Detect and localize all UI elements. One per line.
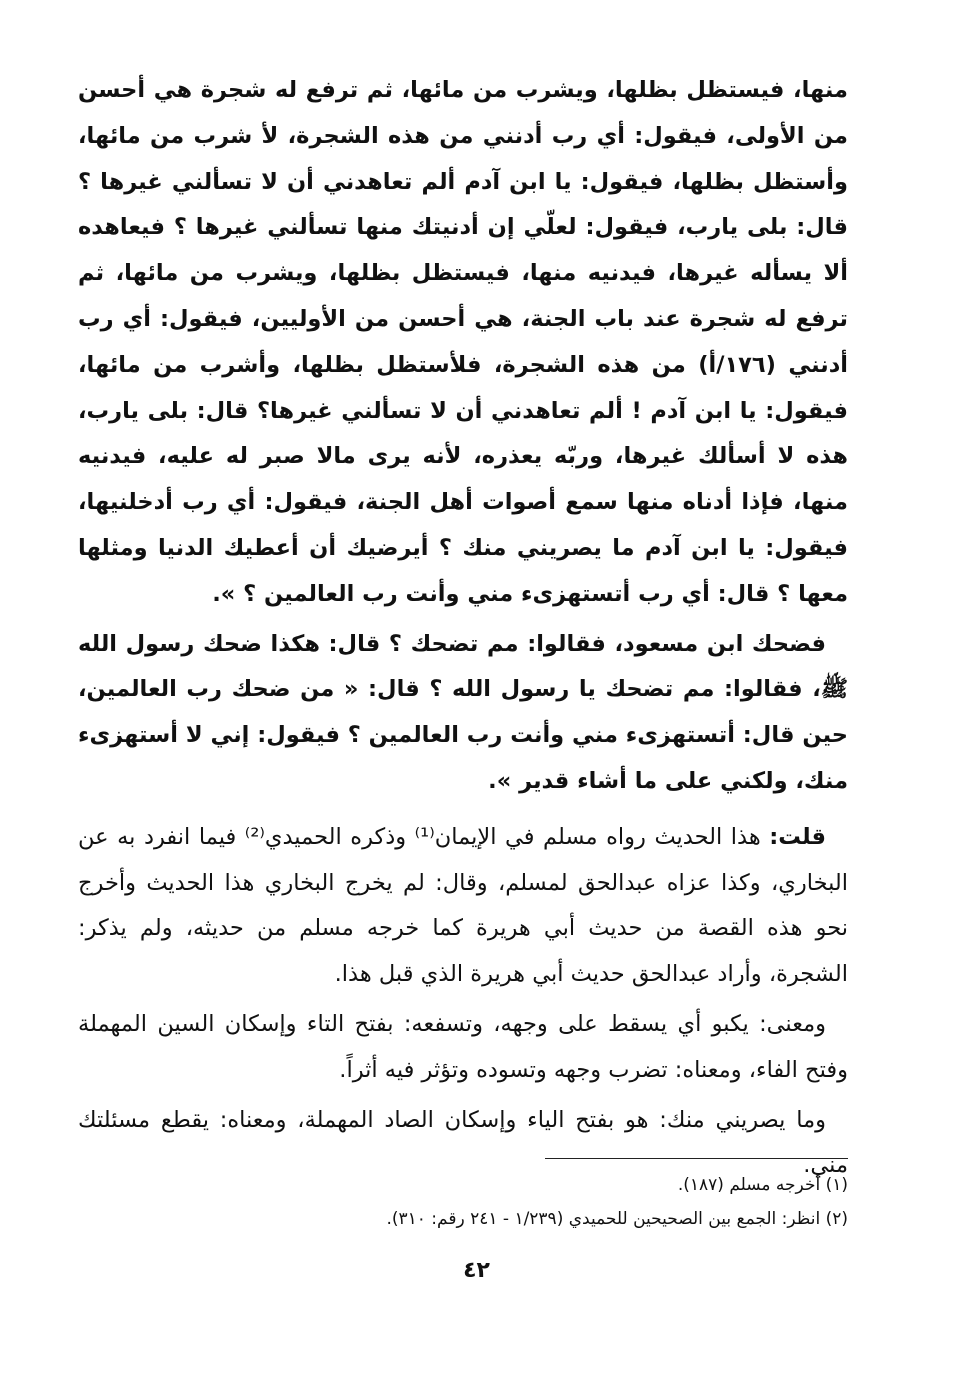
footnote-divider [545, 1158, 848, 1159]
footnote-2: (٢) انظر: الجمع بين الصحيحين للحميدي (١/٢٣٩ - ٢٤١ رقم: ٣١٠). [386, 1209, 848, 1229]
main-text-body [78, 68, 848, 1189]
hadith-paragraph: منها، فيستظل بظلها، ويشرب من مائها، ثم ترفع له شجرة هي أحسن من الأولى، فيقول: أي رب أدنني من هذه الشجرة، لأ شرب من مائها، وأستظل بظلها، فيقول: يا ابن آدم ألم تعاهدني أن لا تسألني غيرها ؟ قال: بلى يارب، فيقول: لعلّي إن أدنيتك منها تسألني غيرها ؟ فيعاهده ألا يسأله غيرها، فيدنيه منها، فيستظل بظلها، ويشرب من مائها، ثم ترفع له شجرة عند باب الجنة، هي أحسن من الأوليين، فيقول: أي رب أدنني (١٧٦/أ) من هذه الشجرة، فلأستظل بظلها، وأشرب من مائها، فيقول: يا ابن آدم ! ألم تعاهدني أن لا تسألني غيرها؟ قال: بلى يارب، هذه لا أسألك غيرها، وربّه يعذره، لأنه يرى مالا صبر له عليه، فيدنيه منها، فإذا أدناه منها سمع أصوات أهل الجنة، فيقول: أي رب أدخلنيها، فيقول: يا ابن آدم ما يصريني منك ؟ أيرضيك أن أعطيك الدنيا ومثلها معها ؟ قال: أي رب أتستهزىء مني وأنت رب العالمين ؟ ». [78, 77, 848, 607]
footnote-1: (١) أخرجه مسلم (١٨٧). [677, 1175, 848, 1195]
footnotes-section [78, 1168, 848, 1236]
commentary-lead-word: قلت: [769, 823, 826, 850]
commentary-paragraph [78, 815, 848, 998]
yusrini-paragraph: وما يصريني منك: هو بفتح الياء وإسكان الصاد المهملة، ومعناه: يقطع مسئلتك مني. [78, 1106, 848, 1179]
commentary-text: هذا الحديث رواه مسلم في الإيمان⁽¹⁾ وذكره الحميدي⁽²⁾ فيما انفرد به عن البخاري، وكذا عزاه عبدالحق لمسلم، وقال: لم يخرج البخاري هذا الحديث وأخرج نحو هذه القصة من حديث أبي هريرة كما خرجه مسلم من حديثه، ولم يذكر: الشجرة، وأراد عبدالحق حديث أبي هريرة الذي قبل هذا. [78, 823, 848, 988]
ibn-masud-paragraph: فضحك ابن مسعود، فقالوا: مم تضحك ؟ قال: هكذا ضحك رسول الله ﷺ، فقالوا: مم تضحك يا رسول الله ؟ قال: « من ضحك رب العالمين، حين قال: أتستهزىء مني وأنت رب العالمين ؟ فيقول: إني لا أستهزىء منك، ولكني على ما أشاء قدير ». [78, 630, 848, 794]
meaning-paragraph: ومعنى: يكبو أي يسقط على وجهه، وتسفعه: بفتح التاء وإسكان السين المهملة وفتح الفاء، ومعناه: تضرب وجهه وتسوده وتؤثر فيه أثراً. [78, 1010, 848, 1083]
page-number: ٤٢ [463, 1258, 490, 1283]
